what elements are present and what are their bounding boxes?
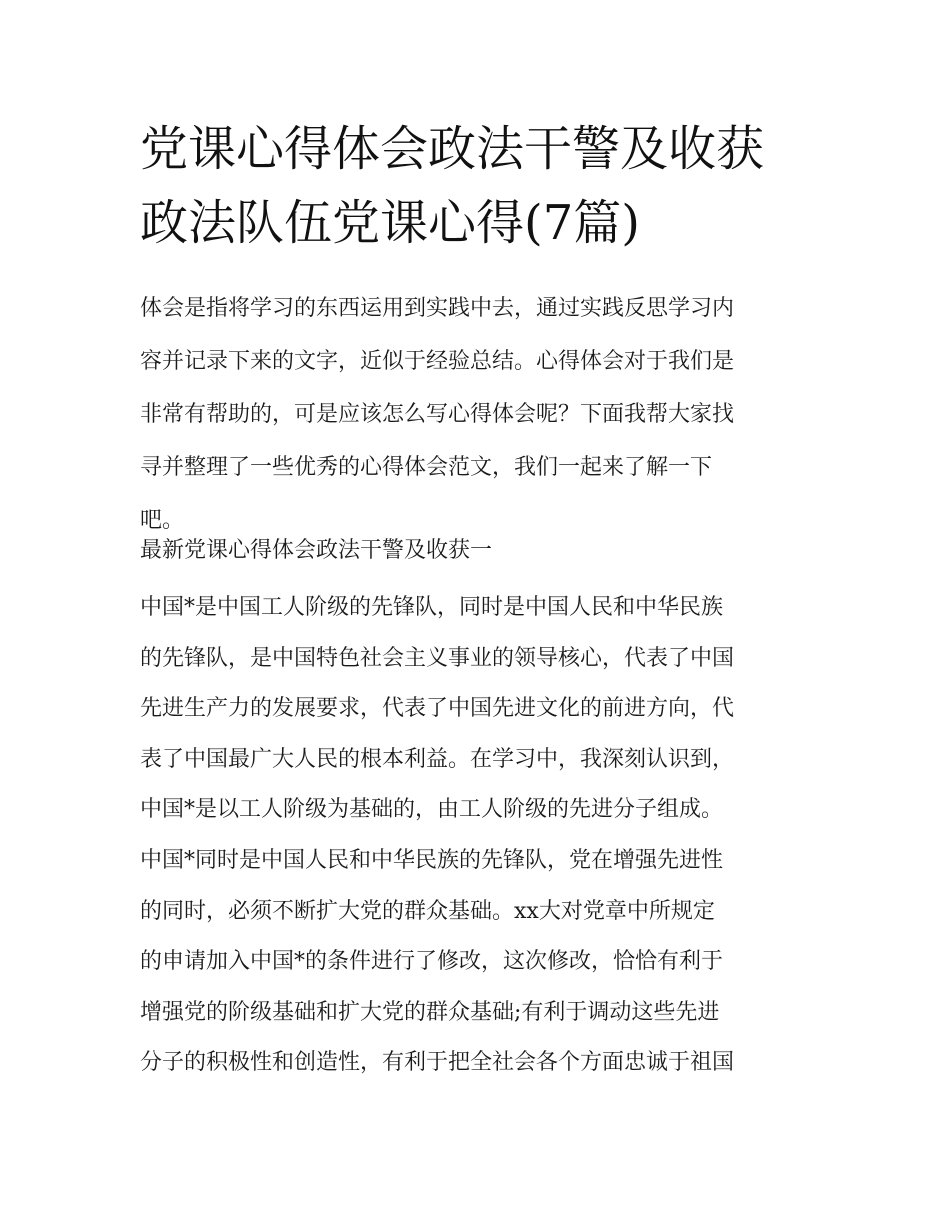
intro-line: 吧。 <box>140 508 185 533</box>
section-line: 增强党的阶级基础和扩大党的群众基础;有利于调动这些先进 <box>140 999 720 1025</box>
title-line: 党课心得体会政法干警及收获 <box>140 121 765 177</box>
section-line: 中国*是以工人阶级为基础的，由工人阶级的先进分子组成。 <box>140 797 724 823</box>
document-title <box>140 112 820 260</box>
intro-line: 体会是指将学习的东西运用到实践中去，通过实践反思学习内 <box>140 296 735 321</box>
section-paragraph <box>140 583 820 1089</box>
section-line: 分子的积极性和创造性，有利于把全社会各个方面忠诚于祖国 <box>140 1050 735 1076</box>
section-line: 的申请加入中国*的条件进行了修改，这次修改，恰恰有利于 <box>140 949 724 975</box>
section-line: 先进生产力的发展要求，代表了中国先进文化的前进方向，代 <box>140 696 735 722</box>
section-line: 的先锋队，是中国特色社会主义事业的领导核心，代表了中国 <box>140 645 735 671</box>
title-line: 政法队伍党课心得(7篇) <box>140 195 640 251</box>
intro-line: 寻并整理了一些优秀的心得体会范文，我们一起来了解一下 <box>140 455 713 480</box>
section-heading: 最新党课心得体会政法干警及收获一 <box>140 538 493 563</box>
section-line: 的同时，必须不断扩大党的群众基础。xx大对党章中所规定 <box>140 898 715 924</box>
intro-paragraph <box>140 282 820 547</box>
section-line: 中国*同时是中国人民和中华民族的先锋队，党在增强先进性 <box>140 847 724 873</box>
section-line: 中国*是中国工人阶级的先锋队，同时是中国人民和中华民族 <box>140 595 724 620</box>
intro-line: 容并记录下来的文字，近似于经验总结。心得体会对于我们是 <box>140 349 735 374</box>
section-line: 表了中国最广大人民的根本利益。在学习中，我深刻认识到， <box>140 746 735 772</box>
intro-line: 非常有帮助的，可是应该怎么写心得体会呢？下面我帮大家找 <box>140 402 735 427</box>
